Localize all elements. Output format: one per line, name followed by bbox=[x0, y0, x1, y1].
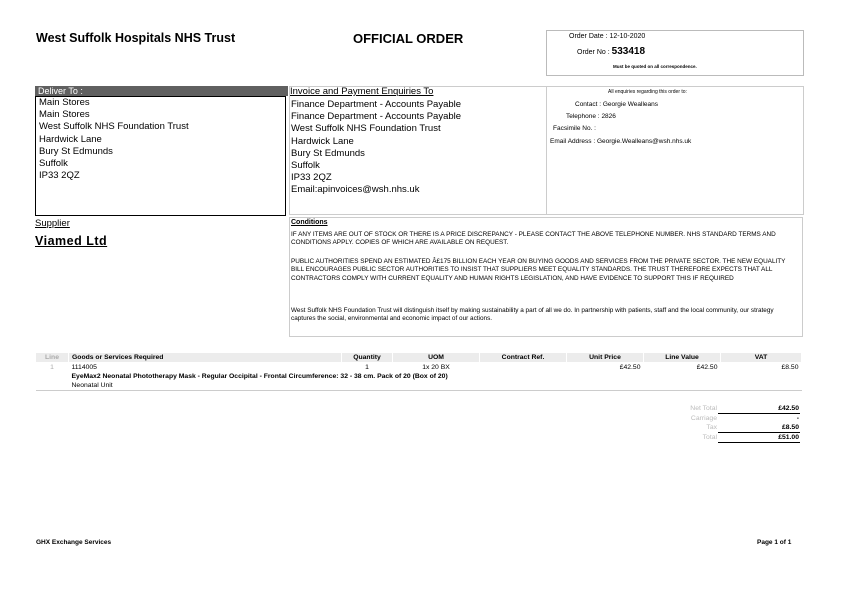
row-vat: £8.50 bbox=[781, 364, 799, 371]
fax-row bbox=[553, 125, 596, 132]
invoice-line: Finance Department - Accounts Payable bbox=[291, 111, 462, 123]
table-row bbox=[36, 363, 802, 373]
conditions-paragraph: PUBLIC AUTHORITIES SPEND AN ESTIMATED Â£175 BILLION EACH YEAR ON BUYING GOODS AND SERVICES FROM THE PRIVATE SECTOR. THE NEW EQUALITY BILL ENCOURAGES PUBLIC SECTOR AUTHORITIES TO INSIST THAT SUPPLIERS MEET EQUALITY STANDARDS. THE TRUST THEREFORE EXPECTS THAT ALL CONTRACTORS COMPLY WITH CURRENT EQUALITY AND HUMAN RIGHTS LEGISLATION, AND HAVE EVIDENCE TO SUPPORT THIS IF REQUIRED bbox=[291, 258, 786, 282]
invoice-line: Suffolk bbox=[291, 160, 320, 172]
deliver-to-heading: Deliver To : bbox=[35, 86, 288, 96]
deliver-line: Bury St Edmunds bbox=[39, 145, 113, 157]
order-date-label: Order Date : bbox=[569, 33, 608, 40]
order-items-table bbox=[35, 352, 802, 391]
net-total-value: £42.50 bbox=[718, 404, 800, 414]
total-row bbox=[656, 433, 800, 443]
contact-row bbox=[575, 101, 658, 108]
contact-value: Georgie Wealleans bbox=[602, 101, 658, 108]
invoice-address bbox=[291, 99, 461, 197]
totals-block bbox=[656, 404, 800, 443]
deliver-line: Hardwick Lane bbox=[39, 133, 102, 145]
carriage-value: - bbox=[796, 415, 799, 422]
row-line: 1 bbox=[50, 364, 54, 371]
invoice-line: Hardwick Lane bbox=[291, 135, 354, 147]
row-unit-price: £42.50 bbox=[619, 364, 641, 371]
tax-row bbox=[656, 423, 800, 433]
col-unit-price: Unit Price bbox=[567, 353, 644, 363]
row-code: 1114005 bbox=[71, 364, 97, 371]
deliver-line: Main Stores bbox=[39, 97, 90, 108]
net-total-label: Net Total bbox=[690, 405, 717, 413]
col-line-value: Line Value bbox=[644, 353, 721, 363]
invoice-email[interactable]: Email:apinvoices@wsh.nhs.uk bbox=[291, 184, 420, 196]
order-date bbox=[569, 33, 645, 40]
net-total-row bbox=[656, 404, 800, 414]
supplier-label: Supplier bbox=[35, 218, 70, 229]
organisation-name: West Suffolk Hospitals NHS Trust bbox=[36, 31, 236, 45]
col-line: Line bbox=[36, 353, 69, 363]
order-info-box bbox=[546, 30, 804, 76]
table-header-row bbox=[36, 353, 802, 363]
telephone-value: 2826 bbox=[601, 113, 616, 120]
total-label: Total bbox=[702, 434, 717, 441]
invoice-line: Finance Department - Accounts Payable bbox=[291, 99, 462, 110]
contact-label: Contact : bbox=[575, 101, 602, 108]
conditions-title: Conditions bbox=[291, 219, 328, 226]
telephone-row bbox=[566, 113, 616, 120]
invoice-line: IP33 2QZ bbox=[291, 172, 332, 184]
fax-label: Facsimile No. : bbox=[553, 125, 596, 132]
deliver-line: Main Stores bbox=[39, 109, 90, 121]
invoice-heading: Invoice and Payment Enquiries To bbox=[290, 86, 434, 97]
email-value[interactable]: Georgie.Wealleans@wsh.nhs.uk bbox=[596, 138, 692, 145]
total-value: £51.00 bbox=[718, 433, 800, 443]
email-row bbox=[550, 138, 691, 145]
email-label: Email Address : bbox=[550, 138, 596, 145]
row-uom: 1x 20 BX bbox=[422, 364, 450, 371]
col-vat: VAT bbox=[721, 353, 802, 363]
row-contract bbox=[480, 363, 567, 373]
row-description: EyeMax2 Neonatal Phototherapy Mask - Regular Occipital - Frontal Circumference: 32 - 38 cm. Pack of 20 (Box of 20) bbox=[71, 373, 448, 380]
deliver-line: Suffolk bbox=[39, 158, 68, 170]
conditions-paragraph: West Suffolk NHS Foundation Trust will distinguish itself by making sustainability a part of all we do. In partnership with patients, staff and the local community, our strategy captures the social, environmental and economic impact of our actions. bbox=[291, 307, 774, 323]
footer-page-number: Page 1 of 1 bbox=[757, 539, 792, 546]
contact-note: All enquiries regarding this order to: bbox=[608, 89, 687, 95]
telephone-label: Telephone : bbox=[566, 113, 600, 120]
conditions-paragraph: IF ANY ITEMS ARE OUT OF STOCK OR THERE IS A PRICE DISCREPANCY - PLEASE CONTACT THE ABOVE TELEPHONE NUMBER. NHS STANDARD TERMS AND CONDITIONS APPLY. COPIES OF WHICH ARE AVAILABLE ON REQUEST. bbox=[291, 231, 776, 247]
footer-left: GHX Exchange Services bbox=[36, 539, 112, 546]
supplier-name: Viamed Ltd bbox=[35, 234, 108, 248]
col-goods: Goods or Services Required bbox=[69, 353, 342, 363]
order-number bbox=[577, 46, 645, 57]
invoice-line: West Suffolk NHS Foundation Trust bbox=[291, 123, 441, 135]
col-quantity: Quantity bbox=[342, 353, 393, 363]
row-location: Neonatal Unit bbox=[69, 381, 802, 391]
table-row-description bbox=[36, 372, 802, 381]
table-row-location bbox=[36, 381, 802, 391]
row-quantity: 1 bbox=[365, 364, 369, 371]
deliver-line: West Suffolk NHS Foundation Trust bbox=[39, 121, 189, 133]
deliver-line: IP33 2QZ bbox=[39, 170, 80, 182]
row-line-value: £42.50 bbox=[696, 364, 718, 371]
col-contract: Contract Ref. bbox=[480, 353, 567, 363]
invoice-line: Bury St Edmunds bbox=[291, 147, 365, 159]
quote-note: Must be quoted on all correspondence. bbox=[613, 64, 697, 69]
carriage-label: Carriage bbox=[690, 414, 717, 422]
order-number-label: Order No : bbox=[577, 49, 610, 56]
col-uom: UOM bbox=[393, 353, 480, 363]
order-date-value: 12-10-2020 bbox=[609, 33, 646, 40]
tax-value: £8.50 bbox=[718, 423, 800, 433]
order-number-value: 533418 bbox=[611, 46, 646, 57]
carriage-row bbox=[656, 414, 800, 424]
deliver-address bbox=[39, 97, 189, 182]
document-title: OFFICIAL ORDER bbox=[353, 31, 464, 46]
tax-label: Tax bbox=[706, 424, 717, 432]
